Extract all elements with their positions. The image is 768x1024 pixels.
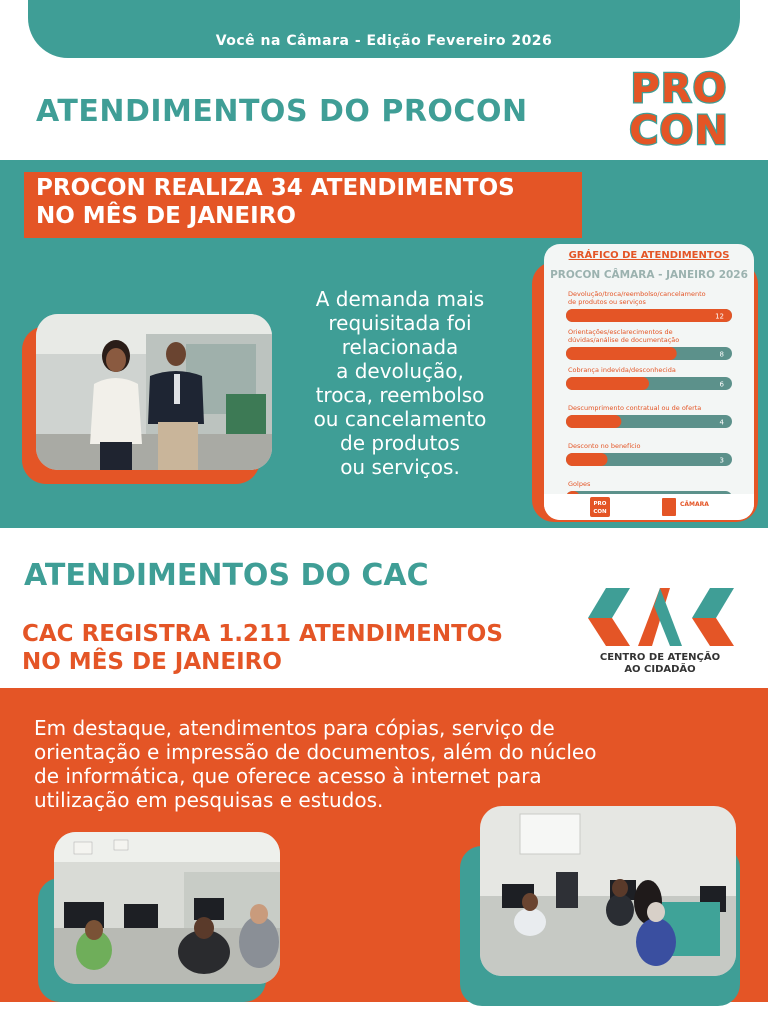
chart-category-label: Descumprimento contratual ou de oferta <box>568 404 702 412</box>
procon-description-line: relacionada <box>341 335 459 359</box>
chart-bar <box>566 453 608 466</box>
chart-value-label: 3 <box>719 456 724 465</box>
procon-team-photo <box>36 314 272 470</box>
chart-card <box>544 244 754 520</box>
chart-category-label: Devolução/troca/reembolso/cancelamento <box>568 290 706 298</box>
procon-logo-line-2: CON <box>629 108 729 150</box>
chart-footer <box>544 494 754 520</box>
procon-description-line: a devolução, <box>336 359 464 383</box>
cac-description-line: orientação e impressão de documentos, além do núcleo <box>34 740 597 764</box>
chart-bar <box>566 309 732 322</box>
procon-description-line: ou serviços. <box>340 455 460 479</box>
chart-category-label: Desconto no benefício <box>568 442 641 450</box>
cac-photo-1 <box>54 832 280 984</box>
top-banner <box>28 0 740 58</box>
procon-headline-line-2: NO MÊS DE JANEIRO <box>36 203 296 229</box>
chart-category-label: Golpes <box>568 480 591 488</box>
cac-logo-caption <box>582 652 738 676</box>
chart-bar <box>566 415 621 428</box>
chart-bar <box>566 377 649 390</box>
svg-text:CON: CON <box>593 509 607 515</box>
procon-description-line: requisitada foi <box>328 311 472 335</box>
chart-category-label: Orientações/esclarecimentos de <box>568 328 673 336</box>
cac-photo-2 <box>480 806 736 976</box>
cac-description-line: utilização em pesquisas e estudos. <box>34 788 384 812</box>
procon-description-line: ou cancelamento <box>313 407 487 431</box>
chart-title: GRÁFICO DE ATENDIMENTOS <box>568 250 730 261</box>
procon-headline-box <box>24 172 582 238</box>
chart-value-label: 6 <box>719 380 724 389</box>
chart-bar <box>566 347 677 360</box>
cac-description-line: de informática, que oferece acesso à internet para <box>34 764 542 788</box>
procon-logo-line-1: PRO <box>630 66 728 112</box>
procon-headline-line-1: PROCON REALIZA 34 ATENDIMENTOS <box>36 175 515 201</box>
chart-subtitle: PROCON CÂMARA - JANEIRO 2026 <box>550 269 748 281</box>
procon-description <box>282 287 518 479</box>
procon-logo <box>616 66 742 150</box>
cac-description-line: Em destaque, atendimentos para cópias, serviço de <box>34 716 555 740</box>
procon-description-line: A demanda mais <box>315 287 485 311</box>
procon-description-line: de produtos <box>340 431 460 455</box>
edition-label: Você na Câmara - Edição Fevereiro 2026 <box>215 33 553 49</box>
chart-footer-camara: CÂMARA <box>680 501 709 508</box>
cac-headline <box>22 620 503 676</box>
chart-category-label: dúvidas/análise de documentação <box>568 336 680 344</box>
chart-value-label: 12 <box>715 312 724 321</box>
chart-category-label: de produtos ou serviços <box>568 298 646 306</box>
cac-headline-line-2: NO MÊS DE JANEIRO <box>22 649 282 675</box>
procon-description-line: troca, reembolso <box>315 383 485 407</box>
chart-value-label: 4 <box>719 418 724 427</box>
cac-section-title: ATENDIMENTOS DO CAC <box>24 558 429 593</box>
procon-section-title: ATENDIMENTOS DO PROCON <box>36 94 528 129</box>
cac-logo-line-1: CENTRO DE ATENÇÃO <box>599 652 721 663</box>
chart-value-label: 8 <box>719 350 724 359</box>
cac-logo-line-2: AO CIDADÃO <box>624 664 696 675</box>
chart-category-label: Cobrança indevida/desconhecida <box>568 366 676 374</box>
cac-description <box>34 716 724 812</box>
cac-headline-line-1: CAC REGISTRA 1.211 ATENDIMENTOS <box>22 621 503 647</box>
chart-canvas <box>544 244 754 520</box>
svg-text:PRO: PRO <box>593 501 607 507</box>
